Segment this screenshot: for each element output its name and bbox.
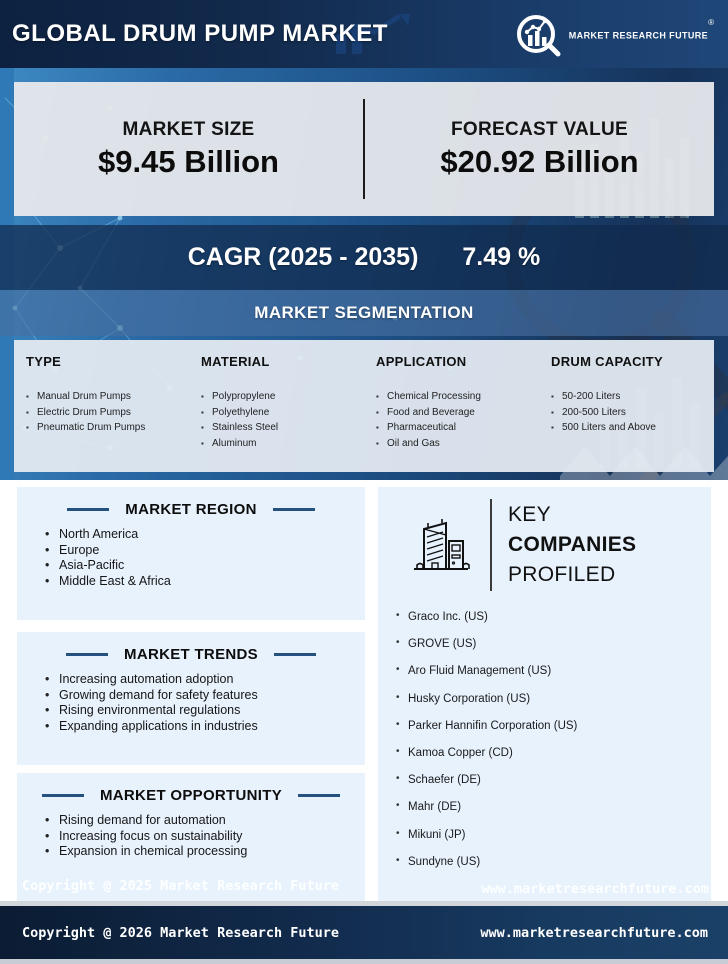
key-companies-title — [508, 500, 636, 590]
lower-section — [0, 480, 728, 901]
segment-heading: TYPE — [26, 354, 62, 369]
watermark-copyright: Copyright @ 2025 Market Research Future — [22, 878, 339, 894]
list-item: ▪ 50-200 Liters — [551, 389, 714, 405]
list-item: • Husky Corporation (US) — [396, 693, 711, 705]
segmentation-title: MARKET SEGMENTATION — [254, 303, 474, 322]
segmentation-column-application — [364, 354, 539, 472]
vertical-divider — [490, 499, 492, 591]
cagr-value: 7.49 % — [462, 243, 541, 271]
list-item: ▪ Polyethylene — [201, 405, 364, 421]
list-item: ▪ Chemical Processing — [376, 389, 539, 405]
market-stats-panel — [14, 82, 714, 216]
footer-copyright: Copyright @ 2026 Market Research Future — [22, 924, 339, 941]
heading-rule-right — [274, 653, 316, 656]
forecast-value-value: $20.92 Billion — [440, 143, 639, 179]
list-item: • Mikuni (JP) — [396, 829, 711, 841]
brand-logo — [515, 11, 714, 57]
heading-rule-left — [66, 653, 108, 656]
forecast-value-block — [365, 119, 714, 180]
footer-bottom-strip — [0, 959, 728, 964]
list-item: ▪ Polypropylene — [201, 389, 364, 405]
list-item: • Expanding applications in industries — [45, 719, 365, 735]
market-trends-card — [17, 632, 365, 765]
page-title: GLOBAL DRUM PUMP MARKET — [12, 20, 388, 47]
mrf-logo-icon — [515, 11, 561, 57]
segment-heading: DRUM CAPACITY — [551, 354, 663, 369]
watermark-website: www.marketresearchfuture.com — [481, 881, 709, 897]
market-trends-list — [45, 672, 365, 734]
market-size-value: $9.45 Billion — [98, 143, 279, 179]
list-item: • Increasing automation adoption — [45, 672, 365, 688]
segmentation-panel — [14, 340, 714, 472]
list-item: • Europe — [45, 543, 365, 559]
footer-website-link[interactable]: www.marketresearchfuture.com — [480, 924, 708, 941]
cagr-label: CAGR (2025 - 2035) — [187, 243, 419, 271]
title-line-2: COMPANIES — [508, 533, 637, 556]
list-item: • Aro Fluid Management (US) — [396, 665, 711, 677]
market-trends-title: MARKET TRENDS — [124, 646, 258, 663]
segment-heading: APPLICATION — [376, 354, 467, 369]
list-item: ▪ 200-500 Liters — [551, 405, 714, 421]
market-size-label: MARKET SIZE — [122, 118, 255, 140]
segmentation-column-drum-capacity — [539, 354, 714, 472]
list-item: ▪ Stainless Steel — [201, 420, 364, 436]
segmentation-column-material — [189, 354, 364, 472]
list-item: • Schaefer (DE) — [396, 774, 711, 786]
heading-rule-left — [42, 794, 84, 797]
list-item: ▪ Aluminum — [201, 436, 364, 452]
market-opportunity-list — [45, 813, 365, 860]
list-item: • Middle East & Africa — [45, 574, 365, 590]
list-item: ▪ Pharmaceutical — [376, 420, 539, 436]
forecast-value-label: FORECAST VALUE — [451, 118, 628, 140]
list-item: • Growing demand for safety features — [45, 688, 365, 704]
list-item: • Kamoa Copper (CD) — [396, 747, 711, 759]
list-item: • Mahr (DE) — [396, 801, 711, 813]
segment-heading: MATERIAL — [201, 354, 270, 369]
market-region-list — [45, 527, 365, 589]
key-companies-header — [412, 499, 711, 591]
segment-list — [201, 389, 364, 451]
list-item: • North America — [45, 527, 365, 543]
buildings-icon — [412, 515, 470, 575]
companies-list — [396, 611, 711, 868]
segment-list — [551, 389, 714, 436]
list-item: • Graco Inc. (US) — [396, 611, 711, 623]
header — [0, 0, 728, 68]
market-region-title: MARKET REGION — [125, 501, 257, 518]
market-region-card — [17, 487, 365, 620]
list-item: • Expansion in chemical processing — [45, 844, 365, 860]
segmentation-title-band — [0, 290, 728, 336]
segmentation-column-type — [14, 354, 189, 472]
list-item: • Rising environmental regulations — [45, 703, 365, 719]
list-item: • Asia-Pacific — [45, 558, 365, 574]
title-line-3: PROFILED — [508, 563, 616, 586]
heading-rule-left — [67, 508, 109, 511]
list-item: ▪ Oil and Gas — [376, 436, 539, 452]
cagr-band — [0, 225, 728, 290]
segment-list — [26, 389, 189, 436]
title-line-1: KEY — [508, 503, 551, 526]
market-opportunity-title: MARKET OPPORTUNITY — [99, 787, 283, 804]
list-item: ▪ 500 Liters and Above — [551, 420, 714, 436]
list-item: ▪ Manual Drum Pumps — [26, 389, 189, 405]
list-item: ▪ Pneumatic Drum Pumps — [26, 420, 189, 436]
hero-section — [0, 68, 728, 480]
list-item: • Parker Hannifin Corporation (US) — [396, 720, 711, 732]
list-item: ▪ Food and Beverage — [376, 405, 539, 421]
key-companies-card — [378, 487, 711, 901]
heading-rule-right — [273, 508, 315, 511]
segment-list — [376, 389, 539, 451]
list-item: • Increasing focus on sustainability — [45, 829, 365, 845]
list-item: • Rising demand for automation — [45, 813, 365, 829]
list-item: • GROVE (US) — [396, 638, 711, 650]
list-item: ▪ Electric Drum Pumps — [26, 405, 189, 421]
list-item: • Sundyne (US) — [396, 856, 711, 868]
heading-rule-right — [298, 794, 340, 797]
registered-trademark: ® — [708, 17, 714, 27]
brand-name: MARKET RESEARCH FUTURE — [568, 30, 709, 41]
footer — [0, 906, 728, 959]
market-size-block — [14, 119, 363, 180]
